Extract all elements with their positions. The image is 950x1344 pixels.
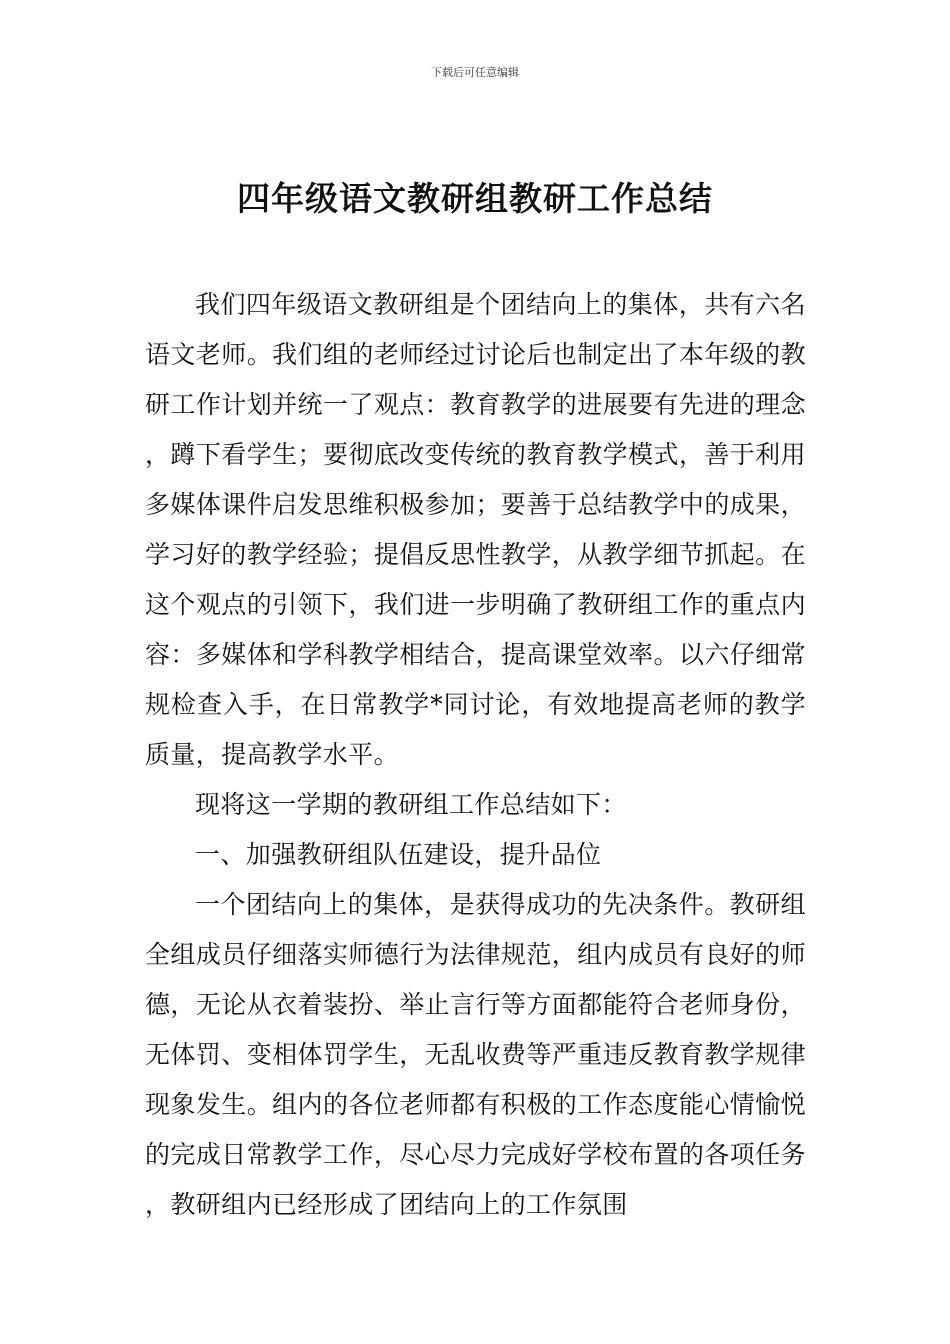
document-body — [145, 280, 806, 1230]
header-note: 下载后可任意编辑 — [431, 66, 519, 79]
paragraph-intro: 我们四年级语文教研组是个团结向上的集体，共有六名语文老师。我们组的老师经过讨论后也制定出了本年级的教研工作计划并统一了观点：教育教学的进展要有先进的理念，蹲下看学生；要彻底改变传统的教育教学模式，善于利用多媒体课件启发思维积极参加；要善于总结教学中的成果，学习好的教学经验；提倡反思性教学，从教学细节抓起。在这个观点的引领下，我们进一步明确了教研组工作的重点内容：多媒体和学科教学相结合，提高课堂效率。以六仔细常规检查入手，在日常教学*同讨论，有效地提高老师的教学质量，提高教学水平。 — [145, 290, 806, 769]
document-title: 四年级语文教研组教研工作总结 — [237, 179, 713, 218]
paragraph-summary-lead: 现将这一学期的教研组工作总结如下： — [195, 790, 627, 819]
section-heading-1: 一、加强教研组队伍建设，提升品位 — [195, 840, 602, 869]
paragraph-section-1: 一个团结向上的集体，是获得成功的先决条件。教研组全组成员仔细落实师德行为法律规范，组内成员有良好的师德，无论从衣着装扮、举止言行等方面都能符合老师身份，无体罚、变相体罚学生，无乱收费等严重违反教育教学规律现象发生。组内的各位老师都有积极的工作态度能心情愉悦的完成日常教学工作，尽心尽力完成好学校布置的各项任务，教研组内已经形成了团结向上的工作氛围 — [145, 890, 806, 1219]
